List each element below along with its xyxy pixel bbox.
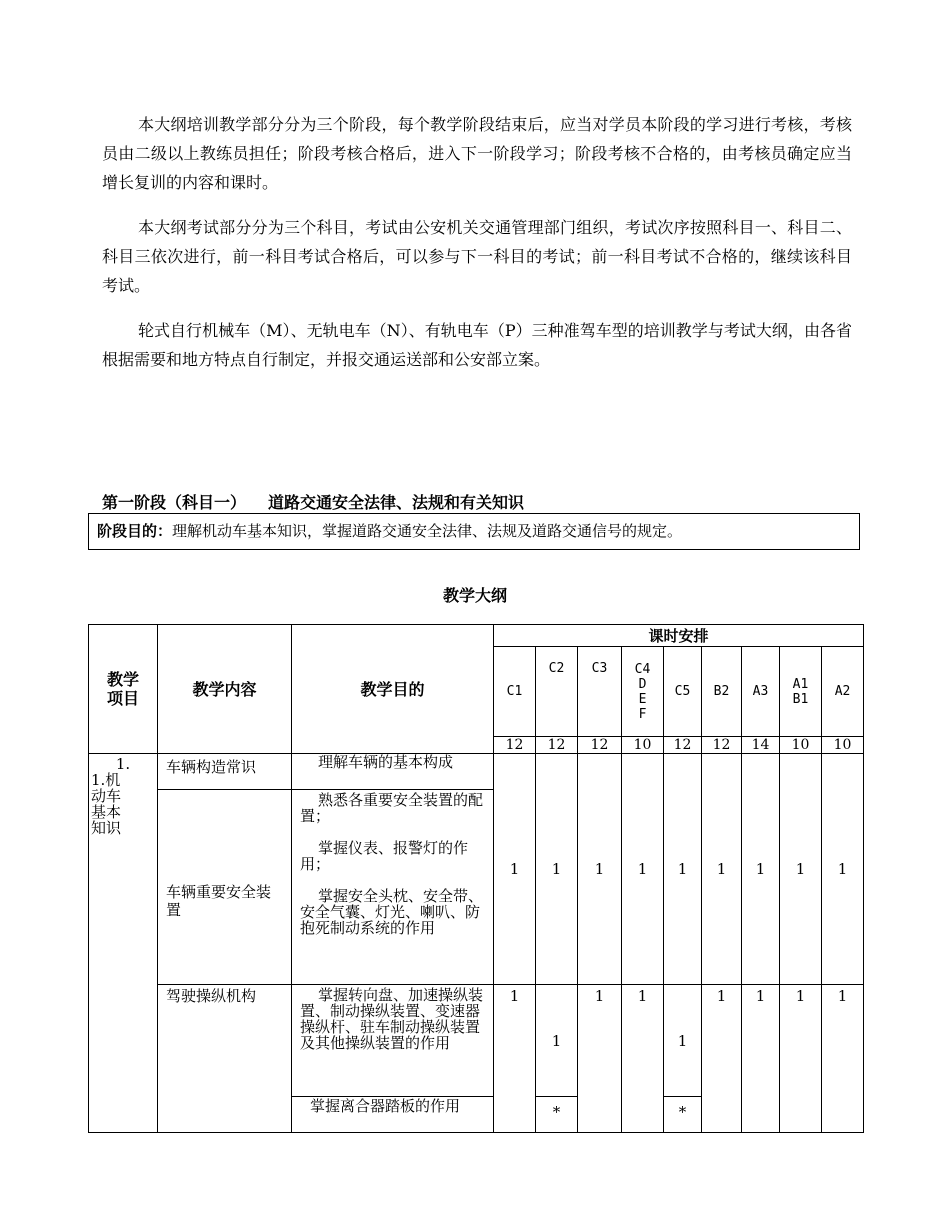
- class-a1b1: A1 B1: [780, 647, 822, 737]
- hours-b2: 12: [702, 737, 742, 754]
- value-r3-c3: 1: [578, 985, 622, 1133]
- class-c5: C5: [664, 647, 702, 737]
- header-content: 教学内容: [158, 625, 292, 754]
- goal-safety-devices-3: 掌握安全头枕、安全带、安全气囊、灯光、喇叭、防抱死制动系统的作用: [300, 887, 484, 937]
- value-r4-c5: *: [664, 1097, 702, 1133]
- value-r3-b2: 1: [702, 985, 742, 1133]
- value-r12-a3: 1: [742, 754, 780, 985]
- item-vehicle-basics-label: 1.机动车基本知识: [91, 771, 122, 837]
- intro-paragraph-3: 轮式自行机械车（M）、无轨电车（N）、有轨电车（P）三种准驾车型的培训教学与考试大纲，由各省根据需要和地方特点自行制定，并报交通运送部和公安部立案。: [102, 321, 852, 369]
- content-controls: 驾驶操纵机构: [158, 985, 292, 1133]
- value-r12-c2: 1: [536, 754, 578, 985]
- class-c1: C1: [494, 647, 536, 737]
- value-r3-a1b1: 1: [780, 985, 822, 1133]
- hours-a1b1: 10: [780, 737, 822, 754]
- value-r3-c1: 1: [494, 985, 536, 1133]
- class-a3: A3: [742, 647, 780, 737]
- hours-a3: 14: [742, 737, 780, 754]
- stage-purpose-box: [88, 513, 860, 550]
- value-r12-c4def: 1: [622, 754, 664, 985]
- class-b2: B2: [702, 647, 742, 737]
- value-r3-c5: 1: [664, 985, 702, 1097]
- value-r12-c1: 1: [494, 754, 536, 985]
- value-r12-c5: 1: [664, 754, 702, 985]
- header-goal: 教学目的: [292, 625, 494, 754]
- value-r12-c3: 1: [578, 754, 622, 985]
- value-r3-a2: 1: [822, 985, 864, 1133]
- class-c4def: C4 D E F: [622, 647, 664, 737]
- class-c2: C2: [536, 647, 578, 737]
- goal-safety-devices-2: 掌握仪表、报警灯的作用；: [300, 839, 469, 873]
- goal-controls: 掌握转向盘、加速操纵装置、制动操纵装置、变速器操纵杆、驻车制动操纵装置及其他操纵装置的作用: [292, 985, 494, 1097]
- hours-c5: 12: [664, 737, 702, 754]
- goal-clutch: 掌握离合器踏板的作用: [292, 1097, 494, 1133]
- purpose-label: 阶段目的：: [97, 522, 173, 540]
- content-safety-devices: 车辆重要安全装置: [158, 790, 292, 985]
- class-c3: C3: [578, 647, 622, 737]
- header-item: 教学 项目: [89, 625, 158, 754]
- value-r3-c2: 1: [536, 985, 578, 1097]
- stage-heading: [102, 490, 524, 513]
- stage-title: 道路交通安全法律、法规和有关知识: [268, 493, 525, 512]
- hours-c2: 12: [536, 737, 578, 754]
- value-r12-a1b1: 1: [780, 754, 822, 985]
- value-r3-c4def: 1: [622, 985, 664, 1133]
- hours-c1: 12: [494, 737, 536, 754]
- value-r12-a2: 1: [822, 754, 864, 985]
- stage-label: 第一阶段（科目一）: [102, 493, 247, 512]
- value-r3-a3: 1: [742, 985, 780, 1133]
- table-caption: 教学大纲: [442, 586, 507, 605]
- goal-safety-devices: [292, 790, 494, 985]
- goal-safety-devices-1: 熟悉各重要安全装置的配置；: [300, 791, 484, 825]
- syllabus-table: [88, 624, 864, 1133]
- item-vehicle-basics: 1. 1.机动车基本知识: [89, 754, 158, 1133]
- class-a2: A2: [822, 647, 864, 737]
- value-r4-c2: *: [536, 1097, 578, 1133]
- hours-c3: 12: [578, 737, 622, 754]
- hours-a2: 10: [822, 737, 864, 754]
- header-schedule: 课时安排: [494, 625, 864, 647]
- value-r12-b2: 1: [702, 754, 742, 985]
- content-vehicle-structure: 车辆构造常识: [158, 754, 292, 790]
- intro-paragraph-2: 本大纲考试部分分为三个科目，考试由公安机关交通管理部门组织，考试次序按照科目一、科目二、科目三依次进行，前一科目考试合格后，可以参与下一科目的考试；前一科目考试不合格的，继续该科目考试。: [102, 218, 852, 295]
- purpose-text: 理解机动车基本知识，掌握道路交通安全法律、法规及道路交通信号的规定。: [172, 522, 683, 540]
- goal-vehicle-structure: 理解车辆的基本构成: [292, 754, 494, 790]
- hours-c4def: 10: [622, 737, 664, 754]
- intro-paragraph-1: 本大纲培训教学部分分为三个阶段，每个教学阶段结束后，应当对学员本阶段的学习进行考核，考核员由二级以上教练员担任；阶段考核合格后，进入下一阶段学习；阶段考核不合格的，由考核员确定应当增长复训的内容和课时。: [102, 115, 852, 192]
